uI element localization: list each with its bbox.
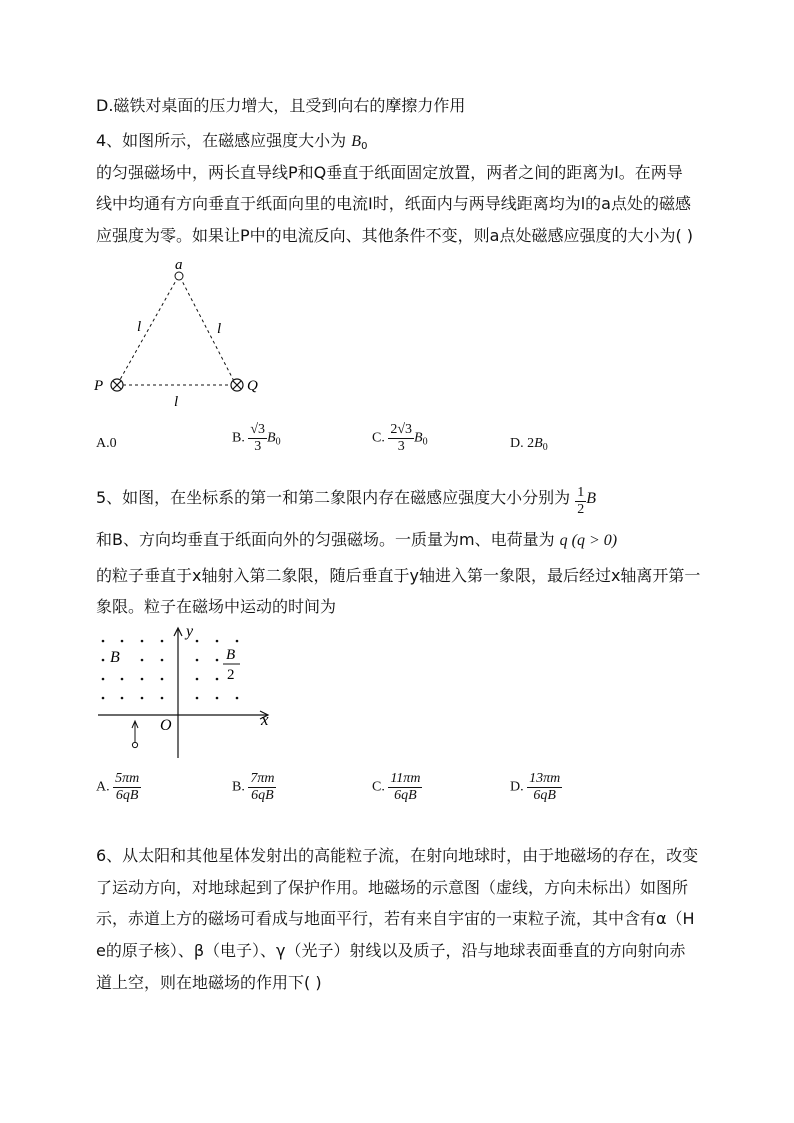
q4-option-c-sub: 0 bbox=[422, 436, 428, 448]
field-dot bbox=[141, 640, 144, 643]
q5-field-dots bbox=[102, 640, 239, 700]
field-dot bbox=[121, 697, 124, 700]
q4-triangle-figure bbox=[90, 255, 270, 410]
q6-line-1: 6、从太阳和其他星体发射出的高能粒子流，在射向地球时，由于地磁场的存在，改变 bbox=[96, 846, 699, 865]
q5-field-figure bbox=[92, 622, 282, 762]
field-dot bbox=[236, 697, 239, 700]
q4-b0-subscript: 0 bbox=[361, 141, 368, 152]
q4-label-l-bottom: l bbox=[174, 394, 179, 410]
q5-charge-condition: q (q > 0) bbox=[559, 532, 618, 549]
q5-particle-icon bbox=[132, 742, 137, 747]
field-dot bbox=[196, 678, 199, 681]
q4-option-d-symbol: B bbox=[534, 436, 543, 451]
q4-line-2: 的匀强磁场中，两长直导线P和Q垂直于纸面固定放置，两者之间的距离为l。在两导 bbox=[96, 163, 683, 182]
q5-option-d-label: D. bbox=[510, 779, 524, 795]
q4-option-d bbox=[510, 436, 548, 453]
q4-option-d-label: D. 2 bbox=[510, 436, 535, 451]
q4-side-qa bbox=[180, 277, 236, 385]
q4-line-1-text: 4、如图所示，在磁感应强度大小为 bbox=[96, 131, 352, 150]
q4-line-3: 线中均通有方向垂直于纸面向里的电流I时，纸面内与两导线距离均为l的a点处的磁感 bbox=[96, 194, 691, 213]
q4-label-a: a bbox=[175, 257, 183, 273]
field-dot bbox=[141, 659, 144, 662]
q4-label-l-left: l bbox=[137, 319, 142, 335]
q4-label-q: Q bbox=[247, 378, 258, 394]
q5-option-a-den: 6qB bbox=[115, 788, 139, 803]
q5-option-c-den: 6qB bbox=[394, 788, 417, 803]
q4-option-c-symbol: B bbox=[414, 430, 423, 446]
q5-option-d-num: 13πm bbox=[529, 771, 561, 786]
q4-option-b-label: B. bbox=[232, 430, 245, 446]
q4-option-b-den: 3 bbox=[254, 439, 262, 454]
q5-line-1 bbox=[96, 485, 596, 518]
q6-line-3: 示，赤道上方的磁场可看成与地面平行，若有来自宇宙的一束粒子流，其中含有α（H bbox=[96, 909, 695, 928]
q5-label-b: B bbox=[110, 649, 120, 666]
field-dot bbox=[161, 659, 164, 662]
q5-label-b2-den: 2 bbox=[227, 667, 235, 683]
option-d-text: D.磁铁对桌面的压力增大，且受到向右的摩擦力作用 bbox=[96, 96, 466, 115]
q4-option-c-label: C. bbox=[372, 430, 385, 446]
q4-b0-symbol: B bbox=[351, 133, 362, 150]
q5-option-c bbox=[372, 771, 422, 804]
field-dot bbox=[141, 697, 144, 700]
field-dot bbox=[102, 659, 105, 662]
q5-line-1-text: 5、如图，在坐标系的第一和第二象限内存在磁感应强度大小分别为 bbox=[96, 488, 576, 507]
q4-option-b-sub: 0 bbox=[275, 436, 281, 448]
field-dot bbox=[121, 678, 124, 681]
field-dot bbox=[102, 640, 105, 643]
q6-line-5: 道上空，则在地磁场的作用下( ) bbox=[96, 973, 322, 992]
field-dot bbox=[216, 659, 219, 662]
q6-line-2: 了运动方向，对地球起到了保护作用。地磁场的示意图（虚线，方向未标出）如图所 bbox=[96, 878, 689, 897]
q5-option-b-den: 6qB bbox=[251, 788, 274, 803]
q5-half-num: 1 bbox=[577, 485, 585, 500]
q5-label-b2-num: B bbox=[226, 647, 236, 663]
q5-option-b bbox=[232, 771, 276, 804]
q5-option-a-num: 5πm bbox=[115, 771, 140, 786]
field-dot bbox=[196, 640, 199, 643]
field-dot bbox=[141, 678, 144, 681]
q4-option-c bbox=[372, 422, 428, 455]
field-dot bbox=[236, 640, 239, 643]
q4-label-l-right: l bbox=[217, 321, 222, 337]
q5-line-3: 的粒子垂直于x轴射入第二象限，随后垂直于y轴进入第一象限，最后经过x轴离开第一 bbox=[96, 566, 701, 585]
q4-point-a-icon bbox=[175, 272, 183, 280]
q5-half-den: 2 bbox=[577, 502, 585, 517]
q4-wire-q-icon bbox=[231, 379, 243, 391]
q4-option-b bbox=[232, 422, 281, 455]
q4-line-1 bbox=[96, 131, 367, 157]
q5-line-2-text: 和B、方向均垂直于纸面向外的匀强磁场。一质量为m、电荷量为 bbox=[96, 530, 560, 549]
field-dot bbox=[121, 640, 124, 643]
q5-line-4: 象限。粒子在磁场中运动的时间为 bbox=[96, 597, 337, 616]
field-dot bbox=[196, 697, 199, 700]
field-dot bbox=[216, 697, 219, 700]
q5-option-b-num: 7πm bbox=[250, 771, 275, 786]
field-dot bbox=[216, 678, 219, 681]
q5-label-o: O bbox=[160, 717, 172, 734]
q4-option-c-num: 2√3 bbox=[390, 422, 413, 437]
q4-option-a: A.0 bbox=[96, 436, 117, 451]
q4-label-p: P bbox=[94, 378, 104, 394]
q4-option-b-symbol: B bbox=[267, 430, 276, 446]
field-dot bbox=[161, 678, 164, 681]
field-dot bbox=[196, 659, 199, 662]
field-dot bbox=[102, 678, 105, 681]
q6-line-4: e的原子核）、β（电子）、γ（光子）射线以及质子，沿与地球表面垂直的方向射向赤 bbox=[96, 941, 686, 960]
field-dot bbox=[102, 697, 105, 700]
q4-line-4: 应强度为零。如果让P中的电流反向、其他条件不变，则a点处磁感应强度的大小为( ) bbox=[96, 226, 694, 245]
field-dot bbox=[161, 640, 164, 643]
q5-option-c-label: C. bbox=[372, 779, 385, 795]
q5-label-y: y bbox=[186, 623, 194, 640]
q5-label-x: x bbox=[261, 710, 269, 729]
q5-half-b: B bbox=[586, 490, 597, 507]
q4-side-pa bbox=[117, 277, 178, 385]
q5-option-a-label: A. bbox=[96, 779, 110, 795]
q4-wire-p-icon bbox=[111, 379, 123, 391]
q5-option-c-num: 11πm bbox=[390, 771, 421, 786]
field-dot bbox=[161, 697, 164, 700]
q5-line-2 bbox=[96, 530, 617, 551]
q4-option-d-sub: 0 bbox=[542, 442, 548, 453]
q4-option-b-num: √3 bbox=[250, 422, 266, 437]
q5-option-d-den: 6qB bbox=[533, 788, 556, 803]
q4-option-c-den: 3 bbox=[397, 439, 405, 454]
q5-option-d bbox=[510, 771, 562, 804]
q5-option-b-label: B. bbox=[232, 779, 245, 795]
q5-option-a bbox=[96, 771, 141, 804]
field-dot bbox=[216, 640, 219, 643]
